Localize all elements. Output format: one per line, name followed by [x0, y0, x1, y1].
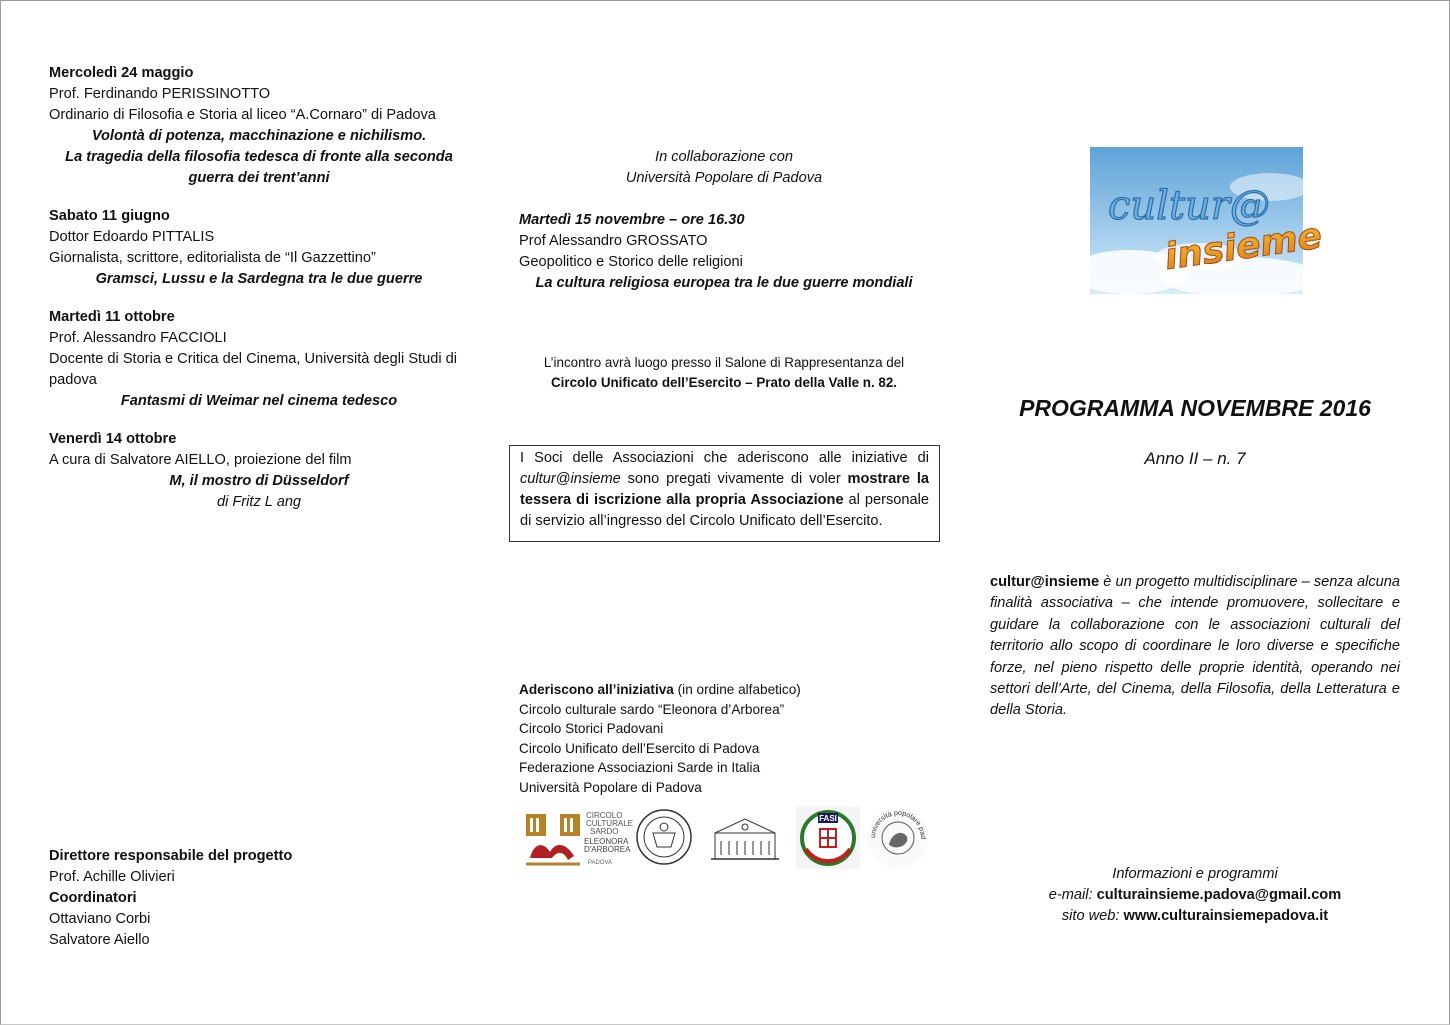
email-link[interactable]: culturainsieme.padova@gmail.com [1096, 887, 1342, 903]
email-label: e-mail: [1048, 887, 1097, 903]
event-title: La cultura religiosa europea tra le due guerre mondiali [535, 275, 913, 291]
adherents-list [519, 680, 939, 797]
event-date: Martedì 15 novembre – ore 16.30 [519, 212, 745, 228]
notice-text: al personale di servizio all’ingresso del Circolo Unificato dell’Esercito. [520, 492, 929, 529]
logo-text: SARDO [590, 827, 619, 836]
members-notice-box [509, 445, 940, 542]
event-role: Ordinario di Filosofia e Storia al liceo “A.Cornaro” di Padova [49, 107, 436, 123]
notice-text: sono pregati vivamente di voler [620, 471, 848, 487]
desc-brand: cultur@insieme [990, 574, 1100, 590]
event-11-giugno [49, 206, 469, 290]
director-name: Prof. Achille Olivieri [49, 869, 175, 885]
venue-line: L’incontro avrà luogo presso il Salone di Rappresentanza del [543, 355, 905, 370]
coordinator-name: Ottaviano Corbi [49, 911, 151, 927]
left-column [49, 63, 469, 530]
event-speaker: Prof Alessandro GROSSATO [519, 233, 708, 249]
event-speaker: Dottor Edoardo PITTALIS [49, 229, 215, 245]
logo-text: CULTURALE [586, 819, 633, 828]
project-credits [49, 846, 469, 951]
event-role: Docente di Storia e Critica del Cinema, Università degli Studi di padova [49, 351, 458, 388]
adherent-item: Università Popolare di Padova [519, 779, 702, 795]
event-speaker: Prof. Alessandro FACCIOLI [49, 330, 227, 346]
event-title: Fantasmi di Weimar nel cinema tedesco [120, 393, 398, 409]
logo-word-insieme: insieme [1162, 215, 1325, 279]
logo-text: D'ARBOREA [584, 845, 631, 854]
event-date: Sabato 11 giugno [49, 208, 170, 224]
event-date: Venerdì 14 ottobre [49, 431, 177, 447]
circolo-sardo-logo [524, 808, 634, 870]
program-title: PROGRAMMA NOVEMBRE 2016 [1019, 395, 1371, 421]
event-speaker: Prof. Ferdinando PERISSINOTTO [49, 86, 271, 102]
adhere-label: Aderiscono all’iniziativa [519, 682, 674, 697]
partner-logos [519, 805, 929, 871]
middle-column [519, 147, 939, 294]
event-title: La tragedia della filosofia tedesca di fronte alla seconda guerra dei trent’anni [65, 149, 453, 186]
logo-text: CIRCOLO [586, 811, 623, 820]
notice-emphasis: mostrare la tessera di iscrizione alla propria Associazione [520, 471, 929, 508]
site-label: sito web: [1061, 908, 1124, 924]
adherent-item: Circolo Unificato dell’Esercito di Padova [519, 740, 760, 756]
event-date: Martedì 11 ottobre [49, 309, 175, 325]
adhere-note: (in ordine alfabetico) [673, 682, 801, 697]
logo-word-cultura: cultur@ [1108, 183, 1270, 229]
event-role: Geopolitico e Storico delle religioni [519, 254, 743, 270]
website-link[interactable]: www.culturainsiemepadova.it [1123, 908, 1329, 924]
notice-brand: cultur@insieme [520, 471, 621, 487]
desc-text: è un progetto multidisciplinare – senza alcuna finalità associativa – che intende promuovere, sollecitare e guidare la collaborazione con le associazioni culturali del territorio allo scopo di coordinare le loro diverse e specifiche forze, nel pieno rispetto delle proprie identità, operando nei settori dell’Arte, del Cinema, della Filosofia, della Letteratura e della Storia. [990, 574, 1400, 719]
esercito-building-drawing [707, 811, 783, 865]
event-speaker: A cura di Salvatore AIELLO, proiezione del film [49, 452, 352, 468]
program-issue: Anno II – n. 7 [1144, 449, 1246, 468]
logo-text: ELEONORA [584, 837, 629, 846]
coordinators-label: Coordinatori [49, 890, 137, 906]
venue-note [519, 353, 929, 393]
event-24-maggio [49, 63, 469, 189]
fasi-logo [796, 807, 860, 869]
event-title: Volontà di potenza, macchinazione e nichilismo. [91, 128, 427, 144]
event-11-ottobre [49, 307, 469, 412]
culturainsieme-logo [1090, 147, 1325, 294]
collab-line: In collaborazione con [655, 149, 793, 165]
director-label: Direttore responsabile del progetto [49, 848, 293, 864]
fasi-text: FASI [819, 814, 837, 823]
info-title: Informazioni e programmi [1112, 866, 1278, 882]
event-title: Gramsci, Lussu e la Sardegna tra le due guerre [95, 271, 423, 287]
project-description [990, 572, 1400, 722]
logo-text: PADOVA [588, 860, 613, 866]
circolo-storici-seal [635, 807, 693, 867]
film-director: di Fritz L ang [216, 494, 302, 510]
adherent-item: Federazione Associazioni Sarde in Italia [519, 760, 761, 775]
event-date: Mercoledì 24 maggio [49, 65, 194, 81]
collab-partner: Università Popolare di Padova [625, 170, 823, 186]
venue-address: Circolo Unificato dell’Esercito – Prato della Valle n. 82. [550, 375, 898, 390]
film-title: M, il mostro di Düsseldorf [169, 473, 349, 489]
contact-info [990, 864, 1400, 927]
adherent-item: Circolo Storici Padovani [519, 721, 664, 736]
adherent-item: Circolo culturale sardo “Eleonora d’Arborea” [519, 701, 785, 717]
notice-text: I Soci delle Associazioni che aderiscono alle iniziative di [520, 450, 929, 466]
event-role: Giornalista, scrittore, editorialista de “Il Gazzettino” [49, 250, 376, 266]
event-14-ottobre [49, 429, 469, 513]
coordinator-name: Salvatore Aiello [49, 932, 150, 948]
universita-popolare-logo [865, 805, 931, 871]
univ-logo-text: università popolare pad [869, 809, 927, 840]
